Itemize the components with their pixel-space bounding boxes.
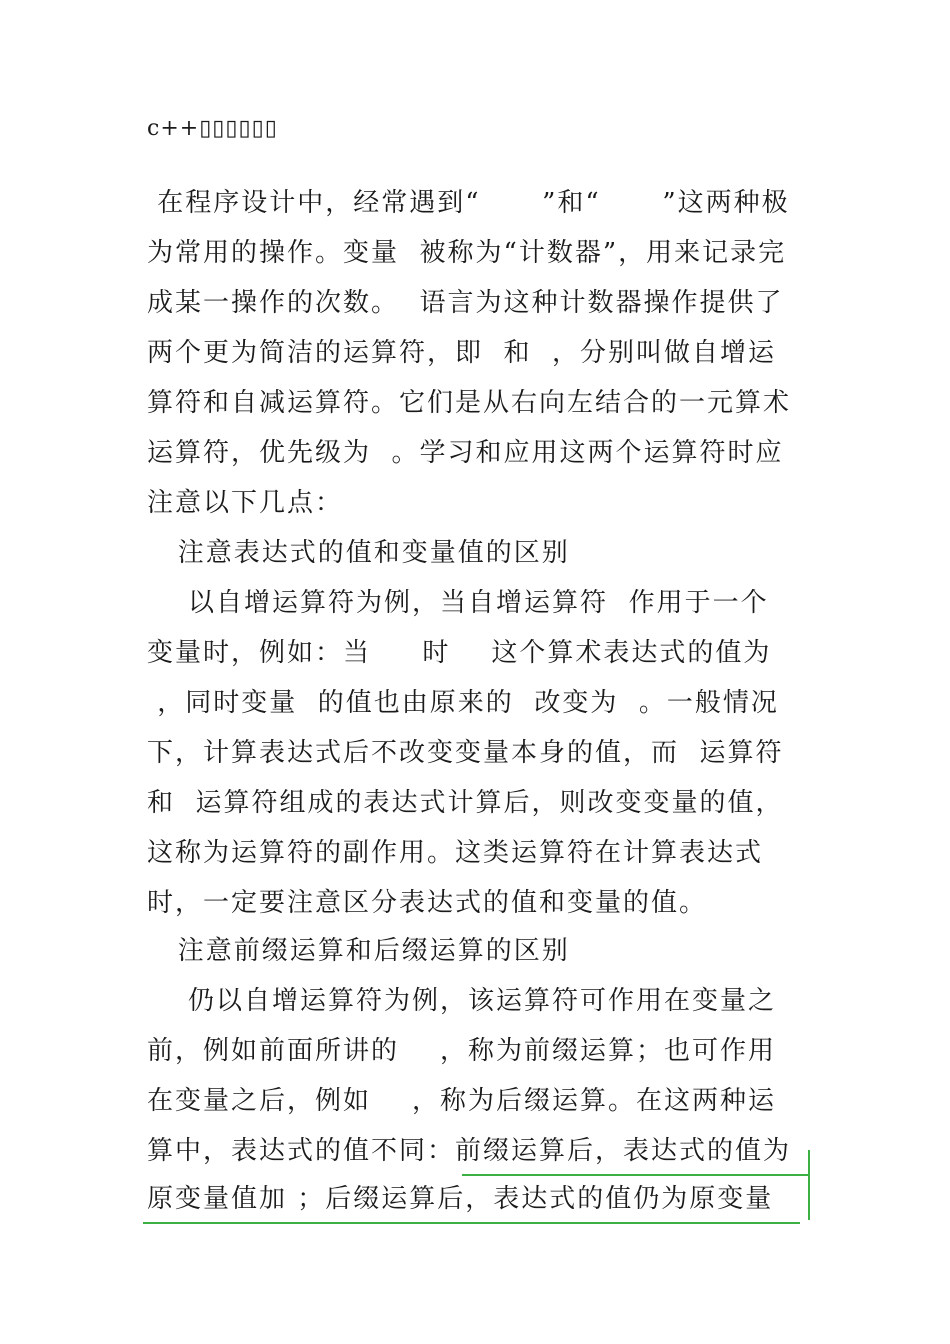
paragraph-line: 原变量值加 ；后缀运算后，表达式的值仍为原变量 (147, 1184, 774, 1214)
paragraph-line: 变量时，例如：当 时 这个算术表达式的值为 (147, 638, 772, 668)
paragraph-line: 仍以自增运算符为例，该运算符可作用在变量之 (147, 986, 777, 1016)
paragraph-line: 时，一定要注意区分表达式的值和变量的值。 (147, 888, 708, 918)
paragraph-line: 为常用的操作。变量 被称为“计数器”，用来记录完 (147, 238, 787, 268)
highlight-right-edge (808, 1150, 810, 1220)
document-title: c++▯▯▯▯▯▯ (147, 116, 278, 141)
paragraph-line: 在程序设计中，经常遇到“ ”和“ ”这两种极 (147, 188, 790, 218)
paragraph-line: ，同时变量 的值也由原来的 改变为 。一般情况 (147, 688, 779, 718)
paragraph-line: 前，例如前面所讲的 ，称为前缀运算；也可作用 (147, 1036, 777, 1066)
paragraph-line: 以自增运算符为例，当自增运算符 作用于一个 (147, 588, 769, 618)
paragraph-line: 下，计算表达式后不改变变量本身的值，而 运算符 (147, 738, 784, 768)
section-heading: 注意表达式的值和变量值的区别 (147, 538, 570, 568)
paragraph-line: 算符和自减运算符。它们是从右向左结合的一元算术 (147, 388, 792, 418)
paragraph-line: 运算符，优先级为 。学习和应用这两个运算符时应 (147, 438, 784, 468)
section-heading: 注意前缀运算和后缀运算的区别 (147, 936, 570, 966)
paragraph-line: 在变量之后，例如 ，称为后缀运算。在这两种运 (147, 1086, 777, 1116)
paragraph-line: 注意以下几点： (147, 488, 344, 518)
paragraph-line: 两个更为简洁的运算符，即 和 ，分别叫做自增运 (147, 338, 777, 368)
paragraph-line: 这称为运算符的副作用。这类运算符在计算表达式 (147, 838, 764, 868)
paragraph-line: 和 运算符组成的表达式计算后，则改变变量的值， (147, 788, 784, 818)
paragraph-line: 算中，表达式的值不同：前缀运算后，表达式的值为 (147, 1136, 792, 1166)
paragraph-line: 成某一操作的次数。 语言为这种计数器操作提供了 (147, 288, 784, 318)
